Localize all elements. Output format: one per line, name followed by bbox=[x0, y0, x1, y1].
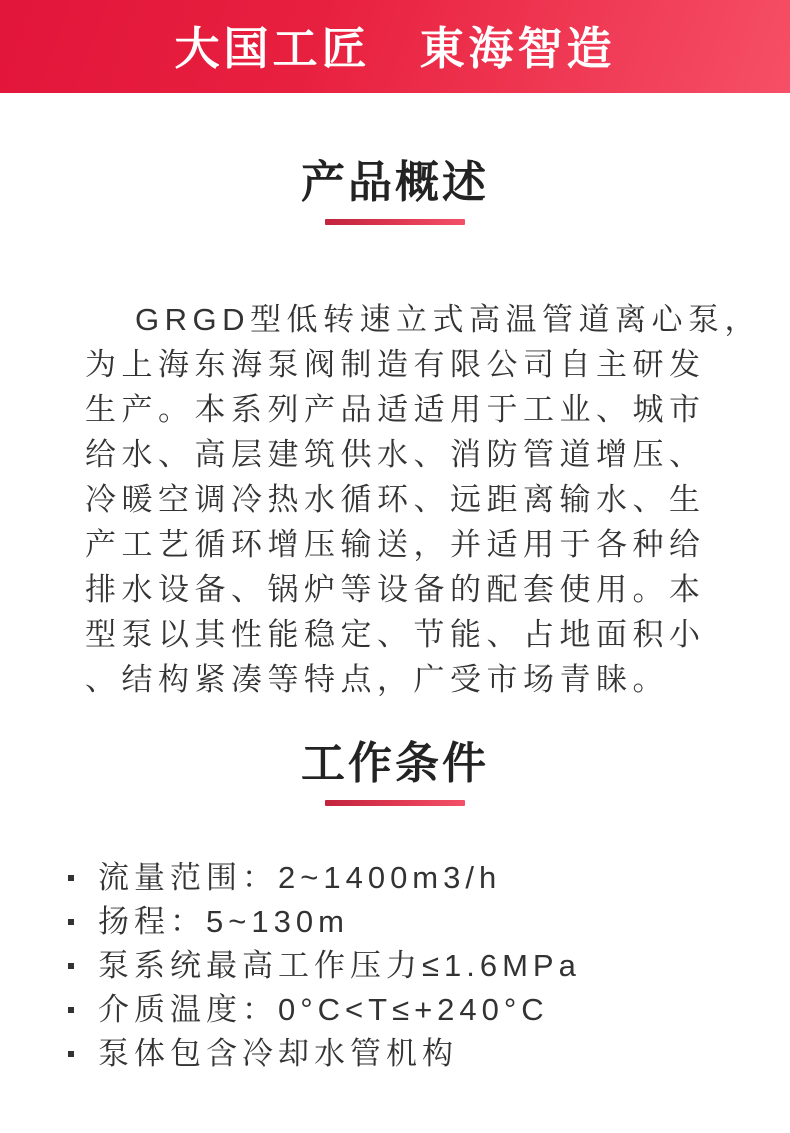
paragraph-line: 、结构紧凑等特点，广受市场青睐。 bbox=[85, 662, 669, 697]
list-item bbox=[68, 944, 790, 988]
list-item bbox=[68, 900, 790, 944]
header-banner bbox=[0, 0, 790, 93]
list-item-text: 介质温度：0°C<T≤+240°C bbox=[98, 992, 549, 1027]
conditions-list bbox=[68, 856, 790, 1076]
bullet-icon bbox=[68, 1007, 74, 1013]
bullet-icon bbox=[68, 875, 74, 881]
banner-title: 大国工匠 東海智造 bbox=[174, 23, 616, 74]
paragraph-line: 型泵以其性能稳定、节能、占地面积小 bbox=[85, 617, 706, 652]
paragraph-line: 冷暖空调冷热水循环、远距离输水、生 bbox=[85, 482, 706, 517]
paragraph-line: 为上海东海泵阀制造有限公司自主研发 bbox=[85, 347, 706, 382]
list-item-text: 泵系统最高工作压力≤1.6MPa bbox=[98, 948, 581, 983]
overview-heading-underline bbox=[325, 219, 465, 225]
list-item-text: 流量范围：2~1400m3/h bbox=[98, 860, 502, 895]
working-conditions-heading: 工作条件 bbox=[301, 739, 489, 788]
overview-heading: 产品概述 bbox=[301, 158, 489, 207]
list-item bbox=[68, 856, 790, 900]
list-item-text: 扬程：5~130m bbox=[98, 904, 349, 939]
bullet-icon bbox=[68, 919, 74, 925]
paragraph-line: 产工艺循环增压输送，并适用于各种给 bbox=[85, 527, 706, 562]
paragraph-line: GRGD型低转速立式高温管道离心泵， bbox=[135, 302, 761, 337]
list-item bbox=[68, 988, 790, 1032]
section-product-overview bbox=[0, 157, 790, 225]
paragraph-line: 给水、高层建筑供水、消防管道增压、 bbox=[85, 437, 706, 472]
bullet-icon bbox=[68, 1051, 74, 1057]
overview-paragraph bbox=[85, 297, 761, 702]
section-working-conditions bbox=[0, 738, 790, 806]
list-item-text: 泵体包含冷却水管机构 bbox=[98, 1036, 458, 1071]
paragraph-line: 生产。本系列产品适适用于工业、城市 bbox=[85, 392, 706, 427]
paragraph-line: 排水设备、锅炉等设备的配套使用。本 bbox=[85, 572, 706, 607]
working-conditions-heading-underline bbox=[325, 800, 465, 806]
list-item bbox=[68, 1032, 790, 1076]
bullet-icon bbox=[68, 963, 74, 969]
